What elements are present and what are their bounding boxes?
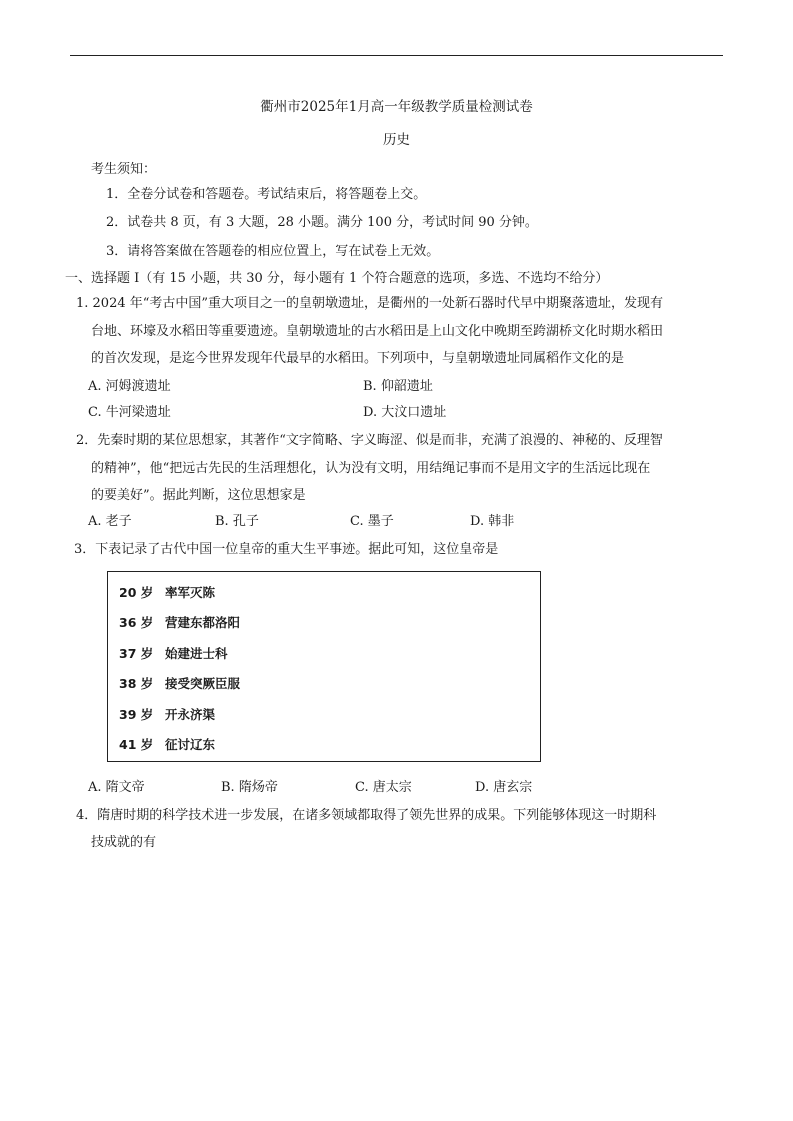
q1-line-2: 台地、环壕及水稻田等重要遗迹。皇朝墩遗址的古水稻田是上山文化中晚期至跨湖桥文化时期水稻田 <box>91 324 664 339</box>
q4-line-2: 技成就的有 <box>91 835 157 850</box>
q3-option-b: B. 隋炀帝 <box>221 780 278 795</box>
table-event: 始建进士科 <box>165 646 228 661</box>
table-event: 接受突厥臣服 <box>165 676 241 691</box>
q1-option-d: D. 大汶口遗址 <box>363 405 447 420</box>
q3-option-d: D. 唐玄宗 <box>475 780 533 795</box>
q3-stem: 3．下表记录了古代中国一位皇帝的重大生平事迹。据此可知，这位皇帝是 <box>74 542 499 557</box>
table-row <box>119 585 215 601</box>
q2-option-b: B. 孔子 <box>215 514 259 529</box>
q3-option-a: A. 隋文帝 <box>88 780 145 795</box>
table-age: 20 岁 <box>119 585 154 600</box>
q1-option-b: B. 仰韶遗址 <box>363 379 433 394</box>
table-age: 37 岁 <box>119 646 154 661</box>
table-row <box>119 737 215 753</box>
table-row <box>119 615 240 631</box>
q1-option-a: A. 河姆渡遗址 <box>88 379 171 394</box>
section-1-heading: 一、选择题 Ⅰ（有 15 小题，共 30 分，每小题有 1 个符合题意的选项，多选、不选均不给分） <box>65 271 609 286</box>
exam-subject: 历史 <box>383 132 410 148</box>
q2-option-c: C. 墨子 <box>350 514 394 529</box>
exam-title: 衢州市2025年1月高一年级教学质量检测试卷 <box>260 99 533 115</box>
q2-option-a: A. 老子 <box>88 514 132 529</box>
table-event: 率军灭陈 <box>165 585 216 600</box>
q4-line-1: 4．隋唐时期的科学技术进一步发展，在诸多领域都取得了领先世界的成果。下列能够体现这一时期科 <box>76 808 657 823</box>
q3-life-events-table <box>107 571 541 762</box>
table-age: 38 岁 <box>119 676 154 691</box>
q2-line-1: 2．先秦时期的某位思想家，其著作“文字简略、字义晦涩、似是而非，充满了浪漫的、神秘的、反理智 <box>76 433 663 448</box>
table-event: 开永济渠 <box>165 707 216 722</box>
q1-option-c: C. 牛河梁遗址 <box>88 405 171 420</box>
table-row <box>119 707 215 723</box>
q1-line-1: 1. 2024 年“考古中国”重大项目之一的皇朝墩遗址，是衢州的一处新石器时代早中期聚落遗址，发现有 <box>76 296 664 311</box>
table-age: 41 岁 <box>119 737 154 752</box>
table-event: 营建东都洛阳 <box>165 615 241 630</box>
q3-option-c: C. 唐太宗 <box>355 780 412 795</box>
notice-item-3: 3．请将答案做在答题卷的相应位置上，写在试卷上无效。 <box>106 244 440 259</box>
notice-heading: 考生须知： <box>91 162 157 177</box>
table-event: 征讨辽东 <box>165 737 216 752</box>
q2-line-2: 的精神”，他“把远古先民的生活理想化，认为没有文明，用结绳记事而不是用文字的生活远比现在 <box>91 461 651 476</box>
notice-item-1: 1．全卷分试卷和答题卷。考试结束后，将答题卷上交。 <box>106 187 427 202</box>
table-age: 36 岁 <box>119 615 154 630</box>
q2-option-d: D. 韩非 <box>470 514 515 529</box>
q2-line-3: 的要美好”。据此判断，这位思想家是 <box>91 488 306 503</box>
table-row <box>119 676 240 692</box>
table-row <box>119 646 228 662</box>
q1-line-3: 的首次发现，是迄今世界发现年代最早的水稻田。下列项中，与皇朝墩遗址同属稻作文化的是 <box>91 351 625 366</box>
header-rule <box>70 55 723 56</box>
notice-item-2: 2．试卷共 8 页，有 3 大题，28 小题。满分 100 分，考试时间 90 分钟。 <box>106 215 538 230</box>
table-age: 39 岁 <box>119 707 154 722</box>
